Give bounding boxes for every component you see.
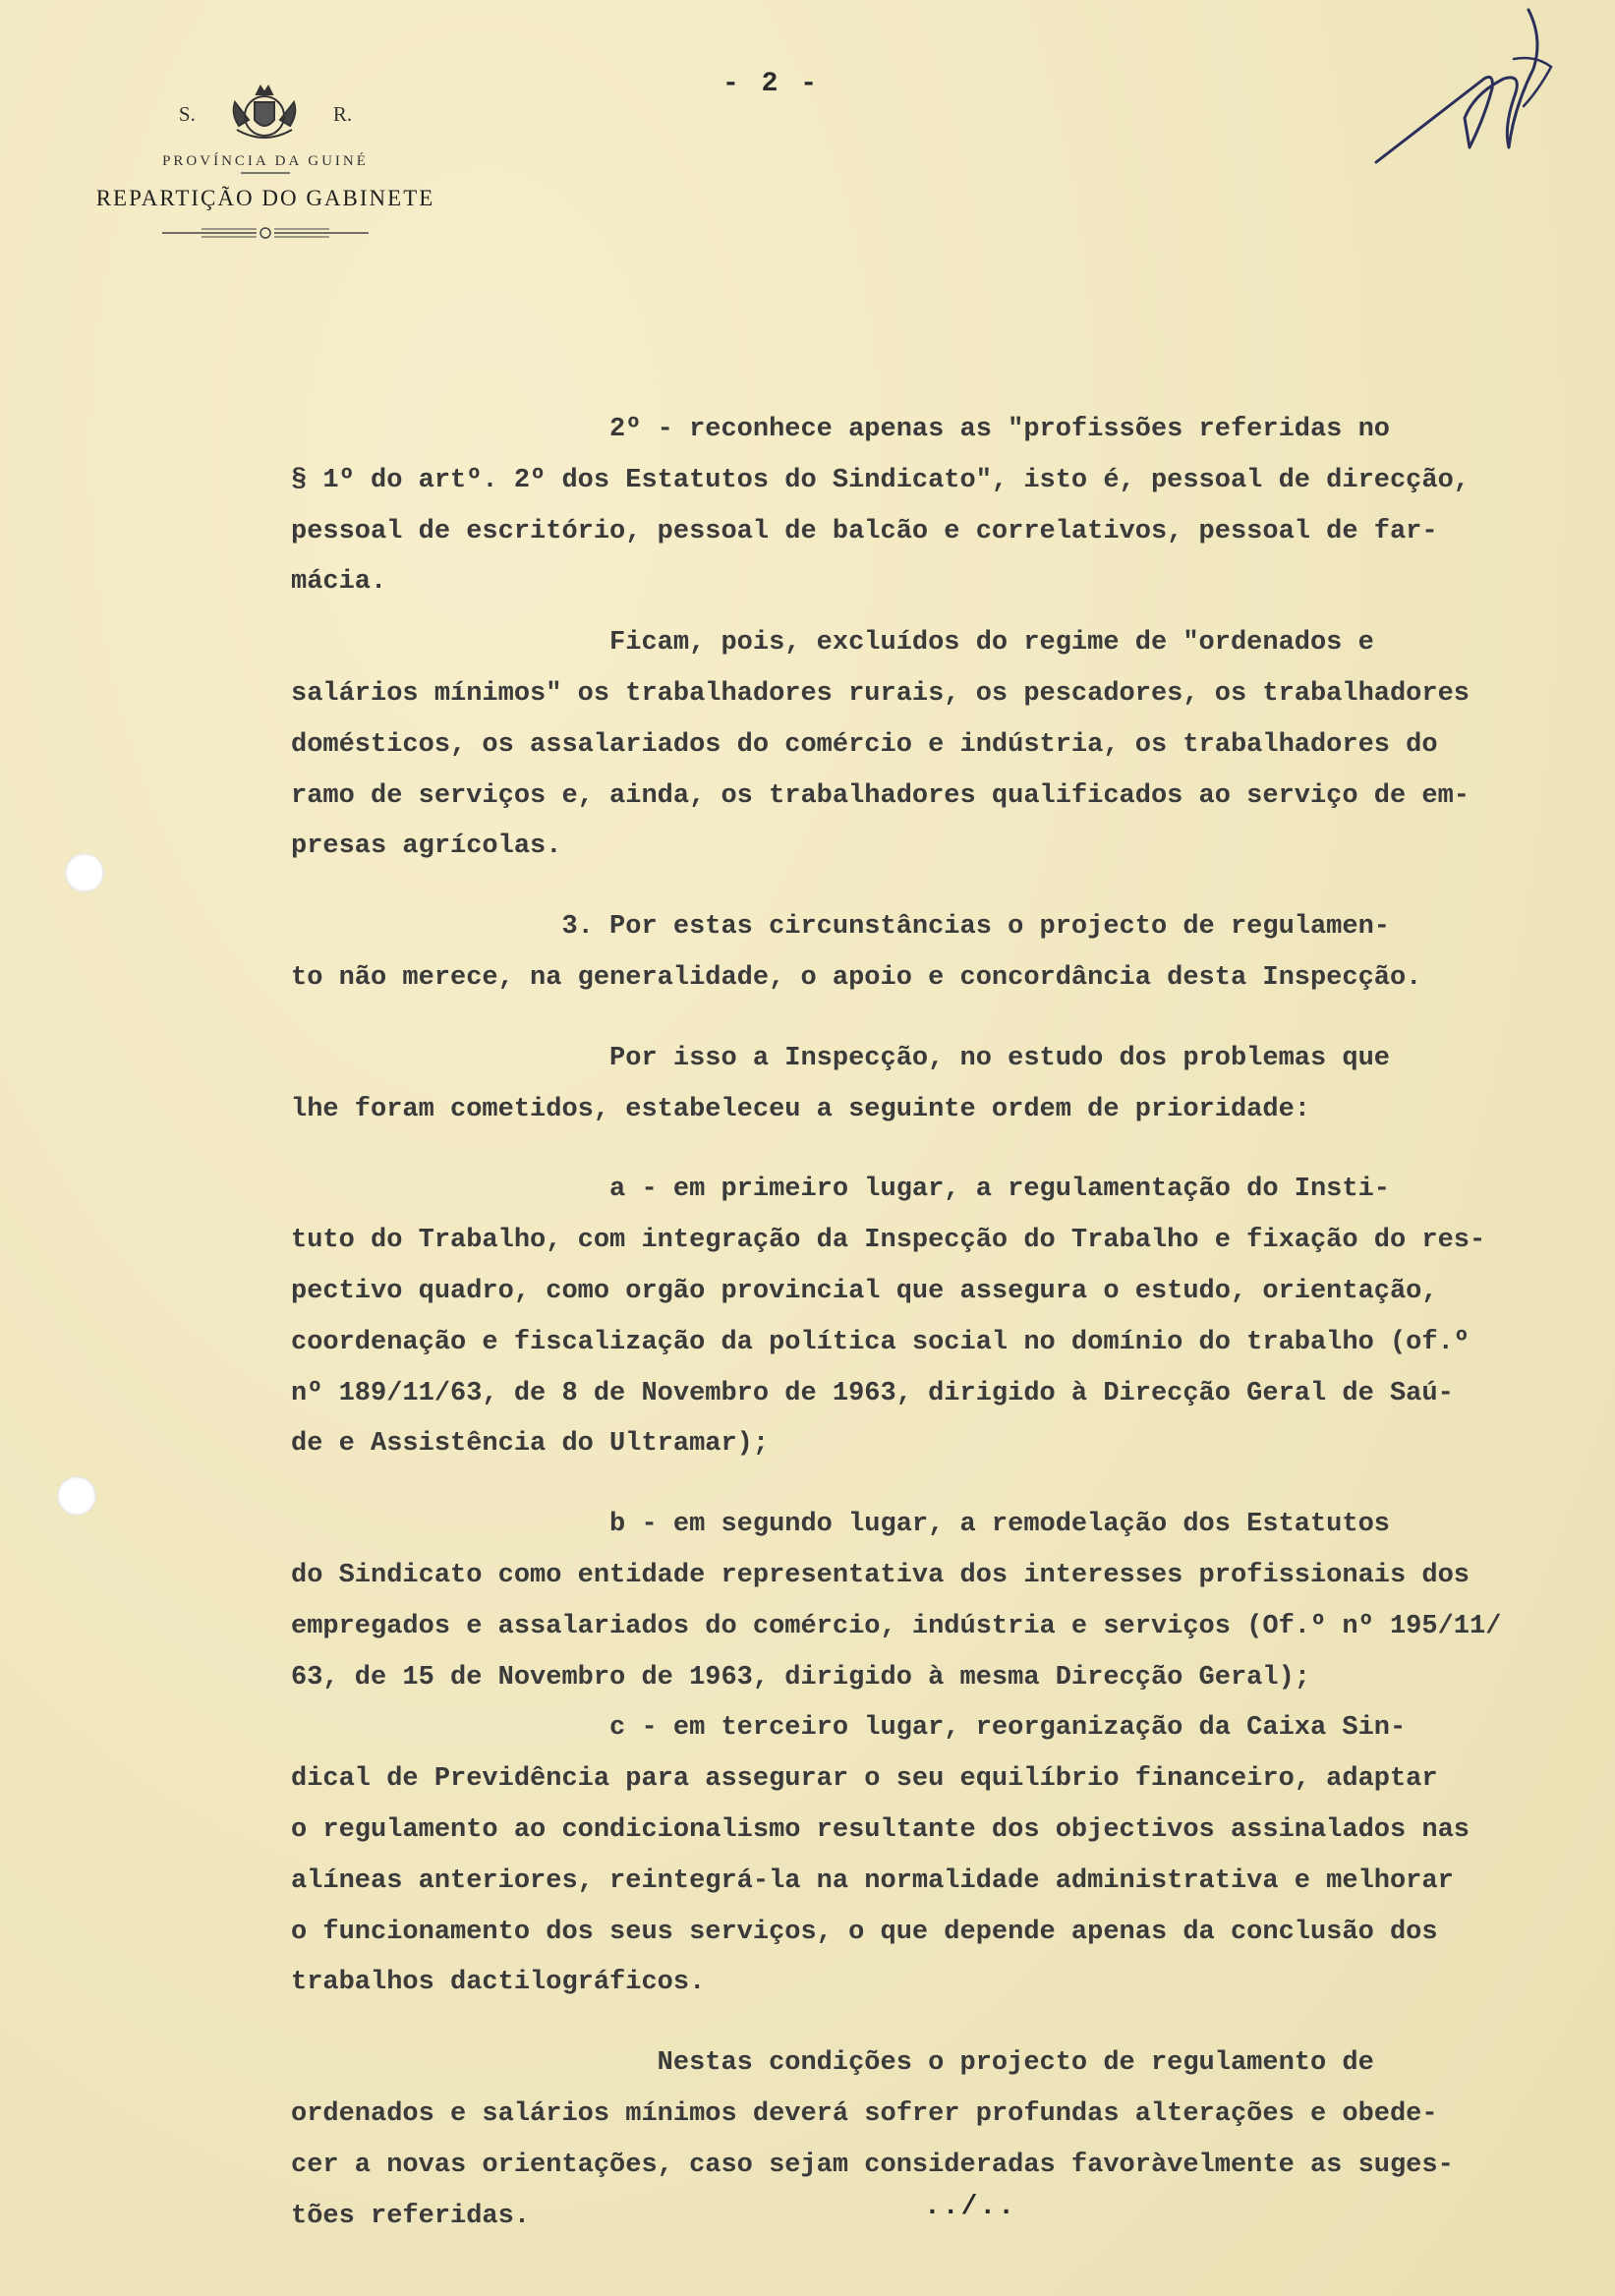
- text-line: o funcionamento dos seus serviços, o que depende apenas da conclusão dos: [291, 1917, 1438, 1947]
- text-line: trabalhos dactilográficos.: [291, 1968, 706, 1998]
- paragraph-priority-a: [291, 1165, 1559, 1470]
- continuation-mark: ../..: [924, 2192, 1017, 2222]
- text-line: o regulamento ao condicionalismo resultante dos objectivos assinalados nas: [291, 1814, 1470, 1845]
- letterhead-right-letter: R.: [332, 101, 353, 126]
- ornamental-divider: [162, 225, 369, 241]
- text-line: alíneas anteriores, reintegrá-la na normalidade administrativa e melhorar: [291, 1866, 1454, 1896]
- text-line: § 1º do artº. 2º dos Estatutos do Sindicato", isto é, pessoal de direcção,: [291, 465, 1470, 495]
- paragraph-excluded-workers: [291, 618, 1559, 873]
- text-line: pessoal de escritório, pessoal de balcão e correlativos, pessoal de far-: [291, 516, 1438, 546]
- text-line: dical de Previdência para assegurar o seu equilíbrio financeiro, adaptar: [291, 1764, 1438, 1795]
- text-line: 2º - reconhece apenas as "profissões referidas no: [291, 415, 1390, 444]
- punch-hole-top: [65, 853, 104, 892]
- text-line: do Sindicato como entidade representativa dos interesses profissionais dos: [291, 1560, 1470, 1590]
- department-name: REPARTIÇÃO DO GABINETE: [95, 186, 435, 210]
- text-line: tuto do Trabalho, com integração da Inspecção do Trabalho e fixação do res-: [291, 1226, 1486, 1256]
- text-line: ramo de serviços e, ainda, os trabalhadores qualificados ao serviço de em-: [291, 780, 1470, 811]
- letterhead-left-letter: S.: [178, 101, 196, 126]
- paragraph-priority-b: [291, 1500, 1559, 1703]
- province-underline: [241, 172, 290, 174]
- paragraph-item-2: [291, 405, 1559, 608]
- text-line: de e Assistência do Ultramar);: [291, 1429, 770, 1460]
- text-line: Por isso a Inspecção, no estudo dos problemas que: [291, 1043, 1390, 1073]
- text-line: presas agrícolas.: [291, 832, 562, 862]
- text-line: tões referidas.: [291, 2201, 531, 2231]
- page-number: - 2 -: [722, 69, 821, 99]
- text-line: ordenados e salários mínimos deverá sofrer profundas alterações e obede-: [291, 2098, 1438, 2129]
- text-line: b - em segundo lugar, a remodelação dos Estatutos: [291, 1510, 1390, 1540]
- text-line: to não merece, na generalidade, o apoio e concordância desta Inspecção.: [291, 962, 1422, 993]
- text-line: salários mínimos" os trabalhadores rurais, os pescadores, os trabalhadores: [291, 678, 1470, 709]
- text-line: Nestas condições o projecto de regulamento de: [291, 2048, 1374, 2079]
- text-line: a - em primeiro lugar, a regulamentação do Insti-: [291, 1175, 1390, 1205]
- text-line: empregados e assalariados do comércio, indústria e serviços (Of.º nº 195/11/: [291, 1611, 1502, 1641]
- text-line: 3. Por estas circunstâncias o projecto de regulamen-: [291, 912, 1390, 943]
- letterhead: [69, 81, 462, 241]
- text-line: 63, de 15 de Novembro de 1963, dirigido à mesma Direcção Geral);: [291, 1662, 1310, 1693]
- paragraph-section-3: [291, 902, 1559, 1004]
- text-line: lhe foram cometidos, estabeleceu a seguinte ordem de prioridade:: [291, 1094, 1310, 1124]
- text-line: pectivo quadro, como orgão provincial que assegura o estudo, orientação,: [291, 1276, 1438, 1306]
- text-line: c - em terceiro lugar, reorganização da Caixa Sin-: [291, 1713, 1407, 1744]
- punch-hole-bottom: [57, 1476, 96, 1516]
- handwritten-signature: [1366, 0, 1563, 177]
- province-name: PROVÍNCIA DA GUINÉ: [162, 153, 369, 169]
- paragraph-priority-c: [291, 1703, 1559, 2009]
- letter-body: [291, 405, 1559, 2242]
- text-line: cer a novas orientações, caso sejam consideradas favoràvelmente as suges-: [291, 2150, 1454, 2180]
- text-line: coordenação e fiscalização da política social no domínio do trabalho (of.º: [291, 1327, 1470, 1357]
- text-line: mácia.: [291, 567, 387, 598]
- paragraph-priorities-intro: [291, 1034, 1559, 1136]
- coat-of-arms-icon: [227, 81, 302, 147]
- text-line: domésticos, os assalariados do comércio e indústria, os trabalhadores do: [291, 729, 1438, 760]
- text-line: nº 189/11/63, de 8 de Novembro de 1963, dirigido à Direcção Geral de Saú-: [291, 1378, 1454, 1408]
- text-line: Ficam, pois, excluídos do regime de "ordenados e: [291, 628, 1374, 659]
- crest-row: [69, 81, 462, 147]
